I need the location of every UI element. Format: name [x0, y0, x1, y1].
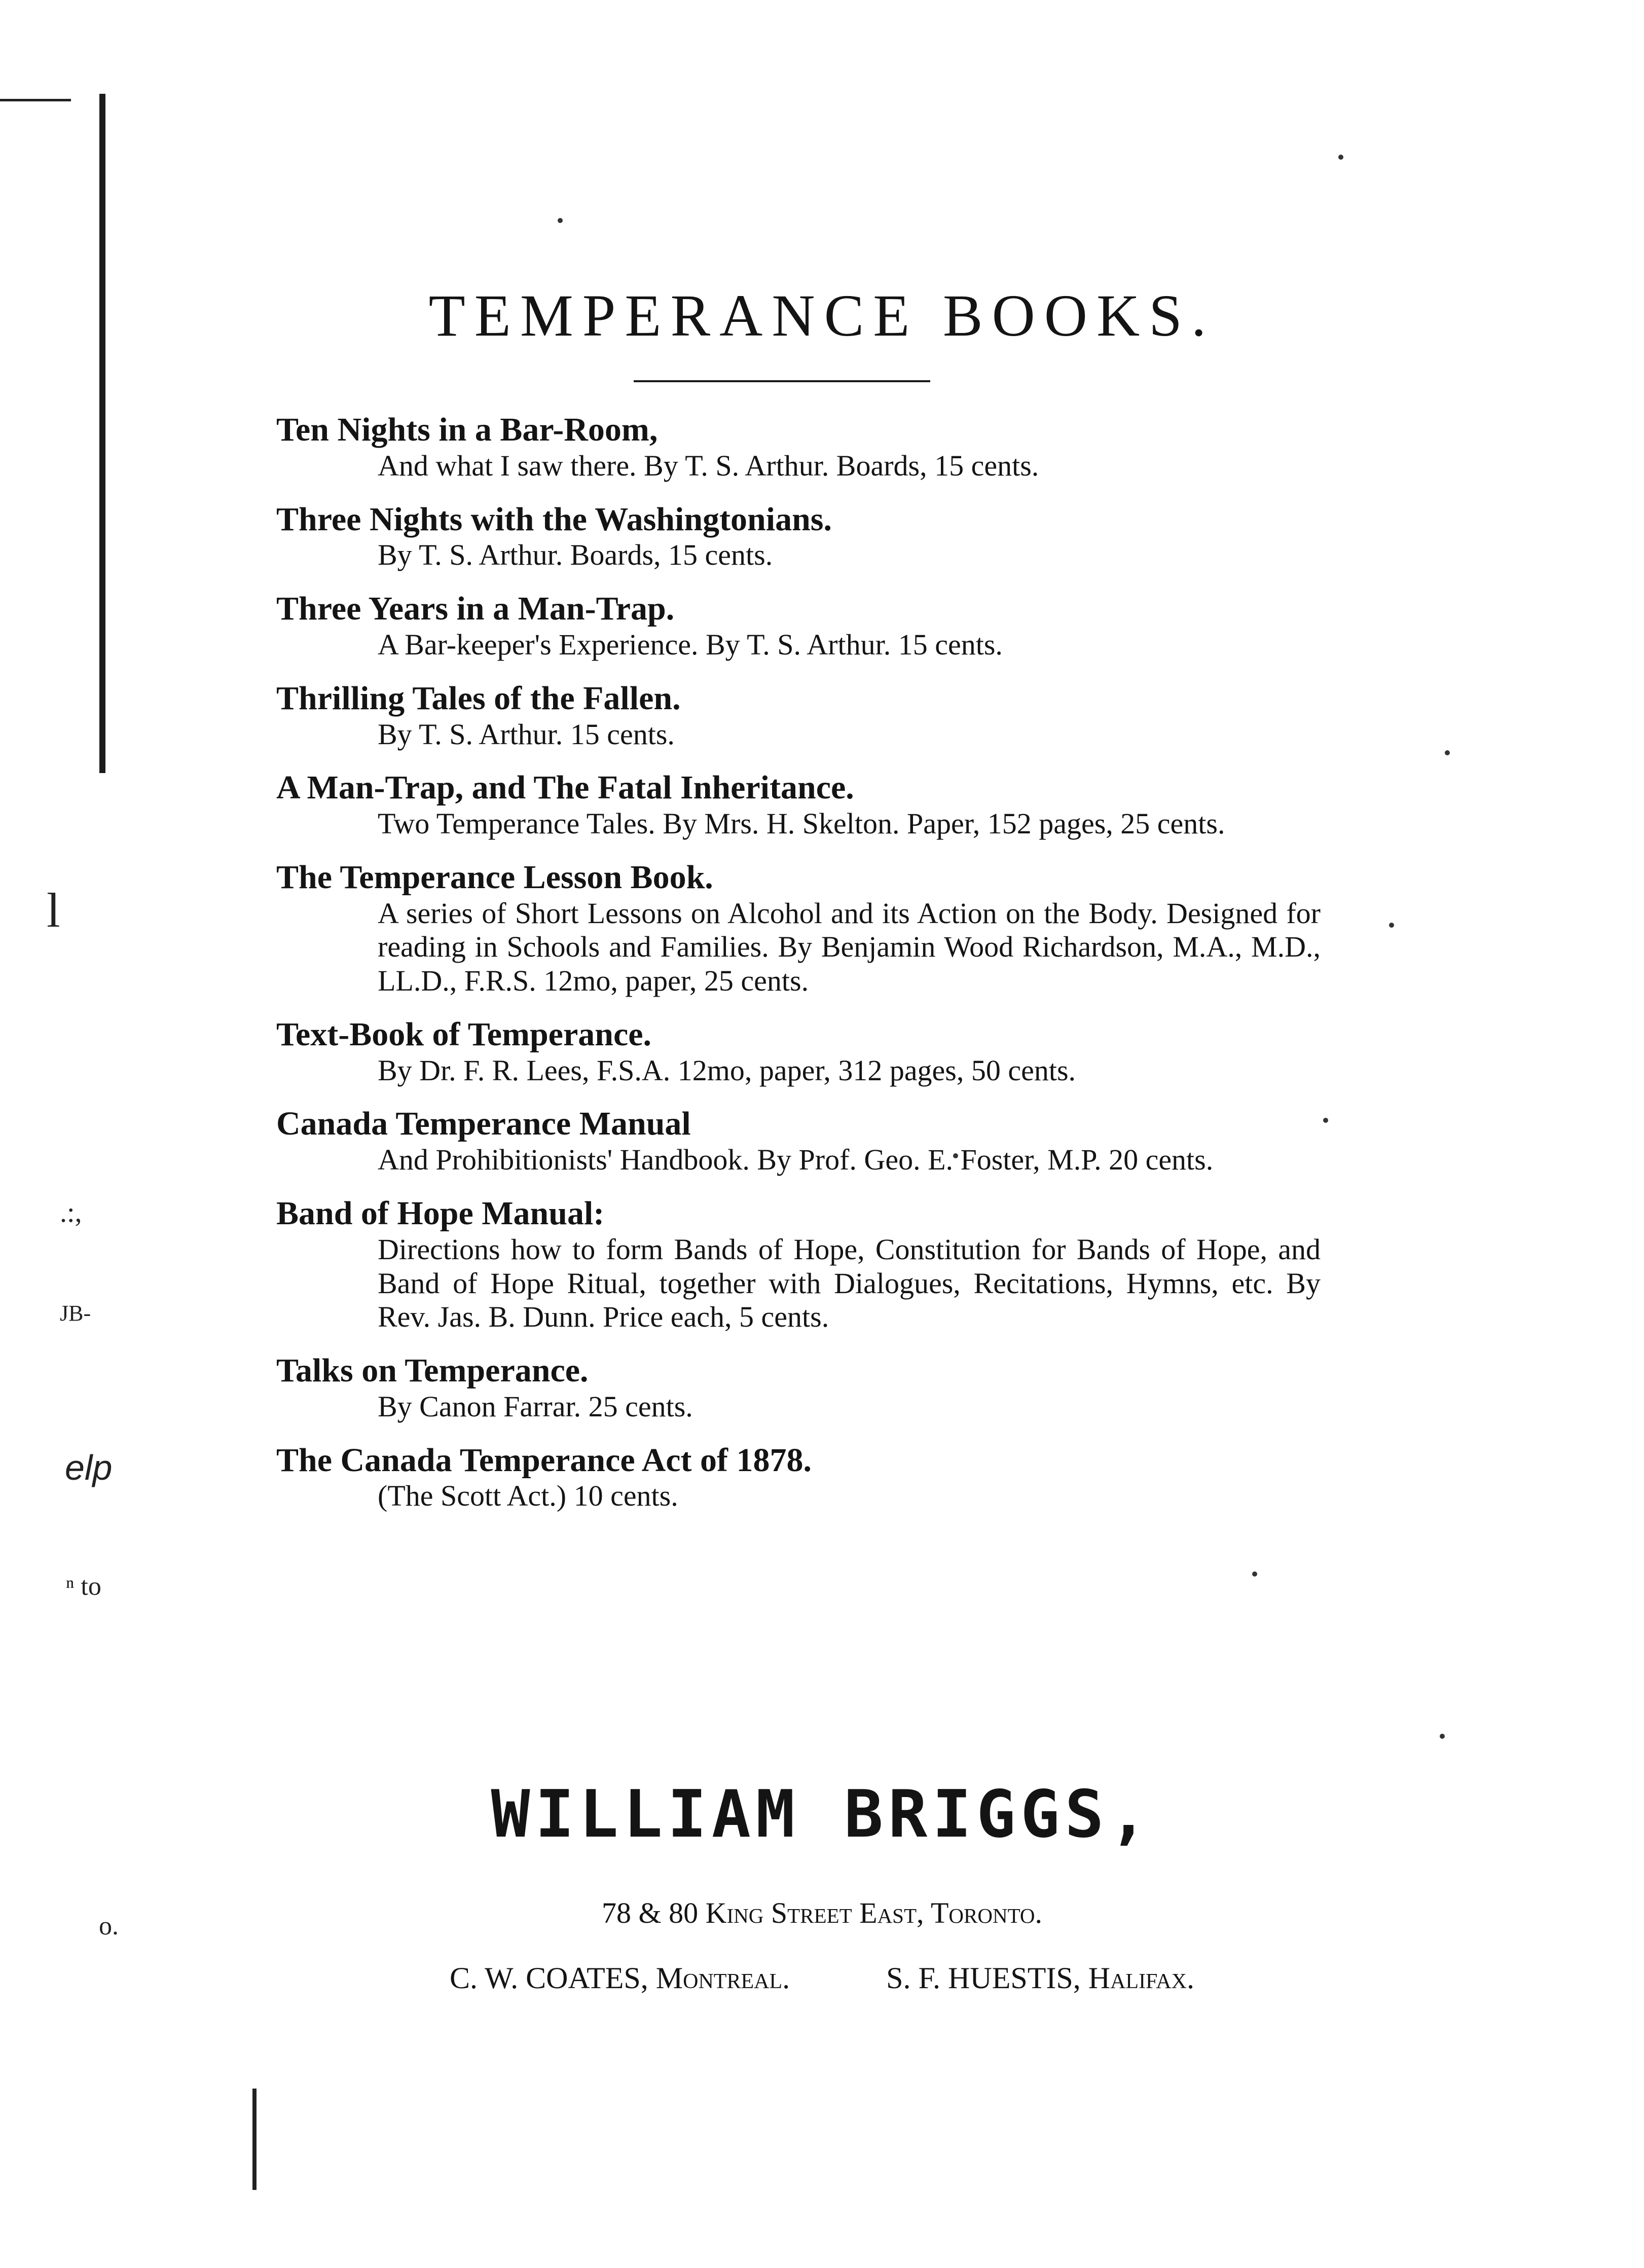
book-description: Two Temperance Tales. By Mrs. H. Skelton. Paper, 152 pages, 25 cents. — [378, 807, 1225, 840]
agent-city: Halifax. — [1088, 1961, 1194, 1995]
book-entry — [276, 1194, 1321, 1334]
book-entry — [276, 1105, 1321, 1177]
book-title: The Temperance Lesson Book. — [276, 858, 713, 896]
book-description: By Canon Farrar. 25 cents. — [378, 1389, 693, 1423]
book-description: By T. S. Arthur. 15 cents. — [378, 717, 675, 751]
book-description: A Bar-keeper's Experience. By T. S. Arthur. 15 cents. — [378, 628, 1003, 662]
book-entry — [276, 679, 1321, 752]
book-entry — [276, 1015, 1321, 1088]
book-title: Text-Book of Temperance. — [276, 1015, 652, 1053]
book-title: Talks on Temperance. — [276, 1351, 589, 1389]
margin-rule-top — [0, 99, 71, 101]
book-entry — [276, 500, 1321, 573]
margin-rule-bottom — [252, 2089, 257, 2190]
book-description: Directions how to form Bands of Hope, Constitution for Bands of Hope, and Band of Hope Ritual, together with Dialogues, Recitations, Hymns, etc. By Rev. Jas. B. Dunn. Price each, 5 cents. — [378, 1232, 1321, 1334]
book-title: The Canada Temperance Act of 1878. — [276, 1441, 812, 1479]
agents-line — [0, 1961, 1644, 1996]
book-description: A series of Short Lessons on Alcohol and its Action on the Body. Designed for reading in Schools and Families. By Benjamin Wood Richardson, M.A., M.D., LL.D., F.R.S. 12mo, paper, 25 cents. — [378, 896, 1321, 998]
book-title: A Man-Trap, and The Fatal Inheritance. — [276, 769, 854, 807]
margin-rule — [99, 94, 105, 773]
book-title: Ten Nights in a Bar-Room, — [276, 411, 658, 448]
book-list — [276, 411, 1321, 1530]
book-entry — [276, 1351, 1321, 1424]
book-title: Three Years in a Man-Trap. — [276, 590, 675, 628]
agent-name: C. W. COATES, — [450, 1961, 648, 1995]
agent-name: S. F. HUESTIS, — [886, 1961, 1081, 1995]
ink-speck — [1440, 1734, 1445, 1739]
book-entry — [276, 411, 1321, 483]
book-entry — [276, 1441, 1321, 1514]
ink-speck — [1338, 155, 1343, 160]
book-title: Band of Hope Manual: — [276, 1195, 605, 1232]
book-description: By T. S. Arthur. Boards, 15 cents. — [378, 538, 773, 572]
title-divider — [634, 380, 930, 382]
margin-fragment: ⁿ to — [66, 1572, 101, 1601]
ink-speck — [1252, 1571, 1257, 1577]
book-description: And Prohibitionists' Handbook. By Prof. Geo. E. Foster, M.P. 20 cents. — [378, 1143, 1214, 1177]
publisher-address: 78 & 80 King Street East, Toronto. — [601, 1896, 1042, 1929]
page-title: TEMPERANCE BOOKS. — [428, 282, 1216, 349]
book-description: By Dr. F. R. Lees, F.S.A. 12mo, paper, 312 pages, 50 cents. — [378, 1053, 1076, 1087]
book-title: Thrilling Tales of the Fallen. — [276, 679, 681, 717]
agent-city: Montreal. — [655, 1961, 790, 1995]
ink-speck — [1323, 1118, 1328, 1123]
publisher-name: WILLIAM BRIGGS, — [491, 1777, 1153, 1852]
ink-speck — [1389, 923, 1394, 928]
margin-fragment: elp — [65, 1448, 113, 1487]
book-description: (The Scott Act.) 10 cents. — [378, 1479, 678, 1513]
margin-fragment: o. — [99, 1912, 119, 1941]
ink-speck — [558, 218, 563, 223]
book-entry — [276, 858, 1321, 998]
ink-speck — [1445, 750, 1450, 755]
margin-fragment: l — [47, 883, 60, 937]
book-title: Canada Temperance Manual — [276, 1105, 691, 1143]
book-entry — [276, 769, 1321, 841]
margin-fragment: .:, — [60, 1197, 82, 1228]
book-entry — [276, 590, 1321, 662]
book-description: And what I saw there. By T. S. Arthur. Boards, 15 cents. — [378, 449, 1039, 482]
book-title: Three Nights with the Washingtonians. — [276, 500, 832, 538]
margin-fragment: JB- — [60, 1301, 91, 1326]
